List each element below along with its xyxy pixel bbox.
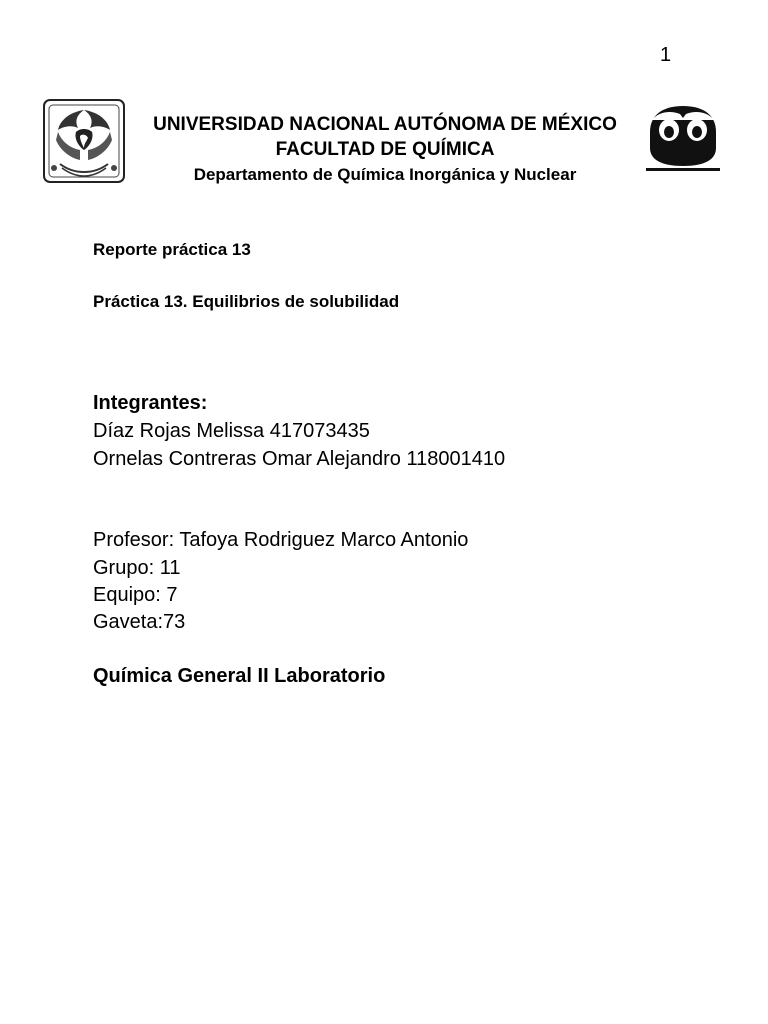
institution-header: [130, 112, 640, 188]
members-heading: Integrantes:: [93, 392, 208, 414]
course-name: Química General II Laboratorio: [93, 665, 386, 687]
drawer-line: Gaveta:73: [93, 611, 186, 633]
facultad-quimica-owl-icon: [644, 102, 722, 174]
page-number: 1: [660, 44, 672, 66]
member-item: Ornelas Contreras Omar Alejandro 118001410: [93, 448, 506, 470]
member-item: Díaz Rojas Melissa 417073435: [93, 420, 370, 442]
unam-seal-icon: [40, 98, 128, 184]
practice-title: Práctica 13. Equilibrios de solubilidad: [93, 292, 400, 311]
professor-line: Profesor: Tafoya Rodriguez Marco Antonio: [93, 529, 469, 551]
report-title: Reporte práctica 13: [93, 240, 251, 259]
team-line: Equipo: 7: [93, 584, 178, 606]
department-name: Departamento de Química Inorgánica y Nuclear: [193, 165, 577, 184]
university-name: UNIVERSIDAD NACIONAL AUTÓNOMA DE MÉXICO: [153, 114, 617, 135]
group-line: Grupo: 11: [93, 557, 181, 579]
faculty-name: FACULTAD DE QUÍMICA: [275, 139, 495, 160]
